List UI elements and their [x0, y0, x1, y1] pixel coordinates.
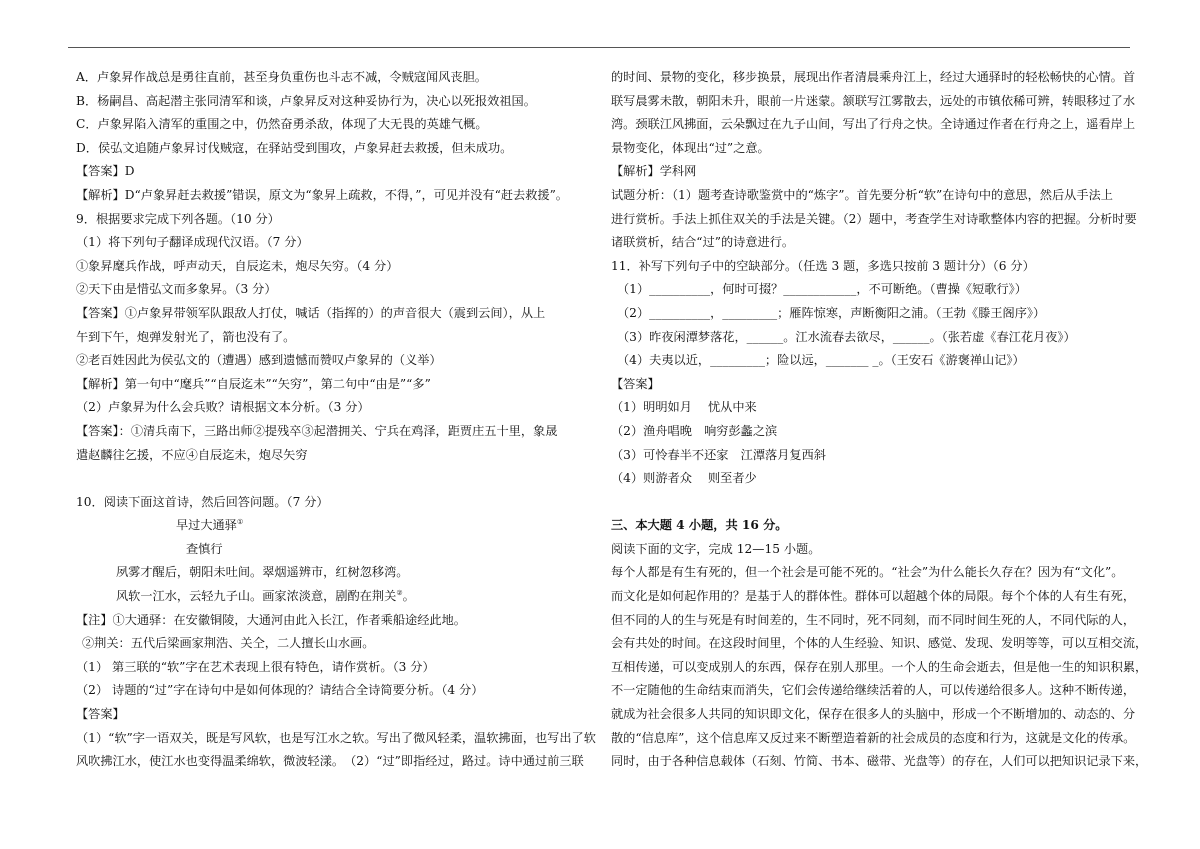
answer-11-4: （4）则游者众 则至者少: [611, 471, 757, 486]
option-c: C．卢象昇陷入清军的重围之中，仍然奋勇杀敌，体现了大无畏的英雄气概。: [76, 117, 488, 132]
poem-line-2: [76, 585, 596, 609]
passage-line-4: 会有共处的时间。在这段时间里，个体的人生经验、知识、感觉、发现、发明等等，可以互相交流，: [611, 636, 1148, 651]
poem-title: [76, 514, 596, 538]
question-11-3: （3）昨夜闲潭梦落花，______。江水流春去欲尽，______。（张若虚《春江花月夜》）: [617, 329, 1076, 344]
analysis-9-1: 【解析】第一句中“麾兵”“自辰迄未”“矢穷”，第二句中“由是”“多”: [76, 376, 431, 391]
blank-gap: [76, 467, 596, 491]
analysis-10-line3: 诸联赏析，结合“过”的诗意进行。: [611, 235, 795, 250]
poem-line-2-text: 风软一江水，云轻九子山。画家浓淡意，剧酌在荆关: [116, 589, 397, 604]
question-9: 9．根据要求完成下列各题。（10 分）: [76, 211, 280, 226]
analysis-10-line2: 进行赏析。手法上抓住双关的手法是关键。（2）题中，考查学生对诗歌整体内容的把握。分析时要: [611, 211, 1137, 226]
option-b: B．杨嗣昌、高起潜主张同清军和谈，卢象昇反对这种妥协行为，决心以死报效祖国。: [76, 93, 536, 108]
passage-line-7: 就成为社会很多人共同的知识即文化，保存在很多人的头脑中，形成一个不断增加的、动态的、分: [611, 707, 1136, 722]
note-2: ②荆关：五代后梁画家荆浩、关仝，二人擅长山水画。: [82, 636, 375, 651]
question-11-2: （2）__________，_________；雁阵惊寒，声断衡阳之浦。（王勃《滕王阁序》）: [617, 305, 1046, 320]
answer-11-label: 【答案】: [611, 376, 660, 391]
question-11-4: （4）夫夷以近，_________；险以远，_______ _。（王安石《游褒禅山记》）: [617, 353, 1025, 368]
option-d: D．侯弘文追随卢象昇讨伐贼寇，在驿站受到围攻，卢象昇赶去救援，但未成功。: [76, 140, 513, 155]
passage-line-2: 而文化是如何起作用的？是基于人的群体性。群体可以超越个体的局限。每个个体的人有生有死，: [611, 589, 1136, 604]
answer-10-cont-4: 景物变化，体现出“过”之意。: [611, 140, 770, 155]
answer-11-2: （2）渔舟唱晚 响穷彭蠡之滨: [611, 423, 778, 438]
analysis-10-line1: 试题分析：（1）题考查诗歌鉴赏中的“炼字”。首先要分析“软”在诗句中的意思，然后从手法上: [611, 187, 1113, 202]
reading-instruction: 阅读下面的文字，完成 12—15 小题。: [611, 541, 821, 556]
answer-10-cont-1: 的时间、景物的变化，移步换景，展现出作者清晨乘舟江上，经过大通驿时的轻松畅快的心情。首: [611, 70, 1136, 84]
passage-line-3: 但不同的人的生与死是有时间差的，生不同时，死不同刻，而不同时间生死的人，不同代际的人，: [611, 612, 1136, 627]
passage-line-8: 散的“信息库”，这个信息库又反过来不断塑造着新的社会成员的态度和行为，这就是文化的传承。: [611, 730, 1136, 745]
passage-line-6: 不一定随他的生命结束而消失，它们会传递给继续活着的人，可以传递给很多人。这种不断传递，: [611, 683, 1136, 698]
poem-title-note: ①: [236, 518, 244, 527]
section-3-heading: 三、本大题 4 小题，共 16 分。: [611, 518, 788, 533]
answer-10-line1: （1）“软”字一语双关，既是写风软，也是写江水之软。写出了微风轻柔，温软拂面，也写出了软: [76, 730, 596, 745]
answer-9-1-line1: 【答案】①卢象昇带领军队跟敌人打仗，喊话（指挥的）的声音很大（震到云间），从上: [76, 305, 546, 320]
answer-9-2-line1: 【答案】：①清兵南下，三路出师②提残卒③起潜拥关、宁兵在鸡泽，距贾庄五十里，象晟: [76, 423, 558, 438]
analysis-10-label: 【解析】学科网: [611, 164, 697, 179]
option-a: A．卢象昇作战总是勇往直前，甚至身负重伤也斗志不减，令贼寇闻风丧胆。: [76, 70, 487, 84]
answer-10-label: 【答案】: [76, 707, 125, 722]
question-11-1: （1）__________，何时可掇？____________，不可断绝。（曹操《短歌行》）: [617, 282, 1027, 297]
answer-11-3: （3）可怜春半不还家 江潭落月复西斜: [611, 447, 826, 462]
answer-10-line2: 风吹拂江水，使江水也变得温柔绵软，微波轻漾。 （2）“过”即指经过，路过。诗中通过前三联: [76, 754, 584, 769]
question-9-2: （2）卢象昇为什么会兵败？请根据文本分析。（3 分）: [76, 400, 370, 415]
answer-10-cont-2: 联写晨雾未散，朝阳未升，眼前一片迷蒙。颔联写江雾散去，远处的市镇依稀可辨，转眼移过了水: [611, 93, 1136, 108]
right-column: [611, 66, 1148, 774]
question-10-1: （1） 第三联的“软”字在艺术表现上很有特色，请作赏析。（3 分）: [76, 659, 435, 674]
passage-line-9: 同时，由于各种信息载体（石刻、竹简、书本、磁带、光盘等）的存在，人们可以把知识记录下来，: [611, 754, 1148, 769]
header-rule: [68, 47, 1130, 48]
question-10-2: （2） 诗题的“过”字在诗句中是如何体现的？请结合全诗简要分析。（4 分）: [76, 683, 484, 698]
passage-line-1: 每个人都是有生有死的，但一个社会是可能不死的。“社会”为什么能长久存在？因为有“文化”。: [611, 565, 1124, 580]
poem-line-2-note: ②: [396, 589, 403, 598]
answer-10-cont-3: 湾。颈联江风拂面，云朵飘过在九子山间，写出了行舟之快。全诗通过作者在行舟之上，遥看岸上: [611, 117, 1136, 132]
left-column: [76, 66, 596, 774]
poem-line-2-end: 。: [402, 589, 415, 604]
analysis-8: 【解析】D“卢象昇赶去救援”错误，原文为“象昇上疏救，不得，”，可见并没有“赶去救援”。: [76, 187, 568, 202]
blank-gap-right: [611, 491, 1131, 515]
poem-title-text: 早过大通驿: [176, 518, 237, 533]
answer-9-2-line2: 遣赵麟往乞援，不应④自辰迄未，炮尽矢穷: [76, 447, 308, 462]
note-1: 【注】①大通驿：在安徽铜陵，大通河由此入长江，作者乘船途经此地。: [76, 612, 466, 627]
poem-line-1: 夙雾才醒后，朝阳未吐间。翠烟遥辨市，红树忽移湾。: [116, 565, 409, 580]
answer-8: 【答案】D: [76, 164, 135, 179]
answer-9-1-line3: ②老百姓因此为侯弘文的（遭遇）感到遗憾而赞叹卢象昇的（义举）: [76, 353, 442, 368]
question-9-1: （1）将下列句子翻译成现代汉语。（7 分）: [76, 235, 309, 250]
poem-author: 查慎行: [186, 541, 223, 556]
question-11: 11．补写下列句子中的空缺部分。（任选 3 题，多选只按前 3 题计分）（6 分）: [611, 258, 1035, 273]
passage-line-5: 互相传递，可以变成别人的东西，保存在别人那里。一个人的生命会逝去，但是他一生的知识积累，: [611, 659, 1148, 674]
sentence-1: ①象昇麾兵作战，呼声动天，自辰迄未，炮尽矢穷。（4 分）: [76, 258, 399, 273]
answer-9-1-line2: 午到下午，炮弹发射光了，箭也没有了。: [76, 329, 296, 344]
answer-11-1: （1）明明如月 忧从中来: [611, 400, 757, 415]
sentence-2: ②天下由是惜弘文而多象昇。（3 分）: [76, 282, 277, 297]
question-10: 10．阅读下面这首诗，然后回答问题。（7 分）: [76, 494, 329, 509]
